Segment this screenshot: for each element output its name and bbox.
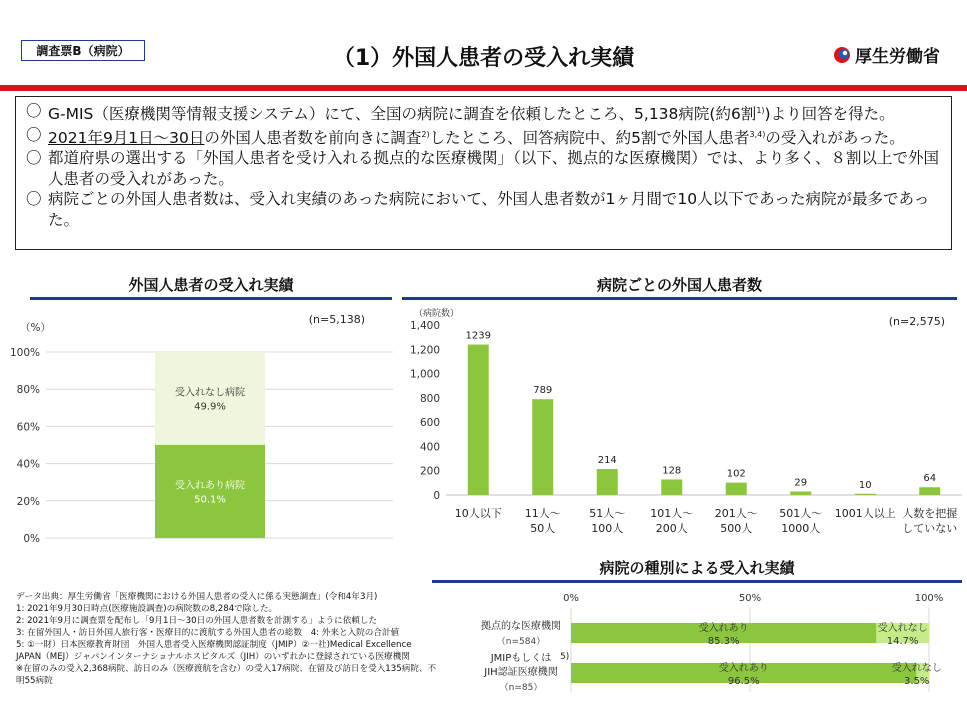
summary-text: 都道府県の選出する「外国人患者を受け入れる拠点的な医療機関」（以下、拠点的な医療機関）では、より多く、８割以上で外国人患者の受入れがあった。 [48,149,939,188]
footnotes [16,591,441,687]
chart2-y-tick: 800 [419,392,440,405]
chart1-y-tick: 40% [16,458,40,471]
chart3-segment-name: 受入れあり [718,663,769,674]
page-title: （1）外国人患者の受入れ実績 [332,46,635,71]
chart3-segment-value: 96.5% [727,676,760,687]
chart2-y-tick: 200 [419,465,440,478]
chart3-segment-value: 3.5% [904,676,930,687]
chart2-bar [597,469,618,495]
chart3-horizontal-stacked-bar [481,593,943,693]
bullet: 〇 [26,102,42,120]
chart2-y-tick: 1,400 [409,320,440,332]
chart3-row-footnote-ref: 5) [560,652,570,662]
chart3-row-label: JIH認証医療機関 [484,667,558,678]
summary-text: 2021年9月1日～30日の外国人患者数を前向きに調査$^{2)}$したところ、回答病院中、約5割で外国人患者$^{3,4)}$の受入れがあった。 [48,128,905,147]
footnote-source: データ出典：厚生労働省「医療機関における外国人患者の受入に係る実態調査」(令和4年3月) [16,592,378,602]
chart2-category-label: 101人～ [650,507,694,520]
chart1-y-tick: 20% [16,495,40,508]
chart2-category-label: 1001人以上 [834,507,896,520]
chart3-segment-name: 受入れなし [877,623,928,634]
footnote-1: 1: 2021年9月30日時点(医療施設調査)の病院数の8,284で除した。 [16,604,278,614]
footnote-5-cont: JAPAN（MEJ）ジャパンインターナショナルホスピタルズ（JIH）のいずれかに登録されている医療機関 [16,652,410,662]
chart2-y-tick: 600 [419,417,440,430]
chart2-category-label: 人数を把握 [902,507,958,520]
chart1-segment-value: 50.1% [194,494,226,506]
chart2-category-label: 100人 [591,522,624,535]
chart3-x-tick: 100% [914,593,944,604]
chart1-stacked-bar [10,313,393,545]
chart1-segment-name: 受入れなし病院 [175,387,245,399]
chart2-title: 病院ごとの外国人患者数 [596,276,762,294]
chart2-category-label: 50人 [530,522,556,535]
chart2-data-label: 214 [597,455,617,467]
chart2-n-note: (n=2,575) [888,315,945,328]
chart2-y-tick: 1,200 [409,344,440,357]
chart2-data-label: 64 [923,473,937,485]
chart2-category-label: 201人～ [714,507,758,520]
chart2-bar [661,479,682,495]
chart2-bar [790,491,811,495]
chart2-data-label: 10 [858,479,872,491]
chart2-bar [855,494,876,495]
chart2-y-tick: 1,000 [409,368,440,381]
chart2-bar [726,483,747,495]
chart3-segment-name: 受入れあり [698,623,749,634]
chart2-y-tick: 400 [419,441,440,454]
chart2-category-label: 11人～ [524,507,561,520]
logo-text: 厚生労働省 [855,47,940,67]
footnote-3-4: 3: 在留外国人・訪日外国人旅行客・医療目的に渡航する外国人患者の総数 4: 外来と入院の合計値 [16,628,400,638]
chart3-x-tick: 50% [738,593,762,604]
bullet: 〇 [26,149,42,168]
chart3-segment-value: 14.7% [886,636,919,647]
chart2-bar-chart [410,307,962,535]
chart2-category-label: していない [902,522,958,535]
chart3-row-n: （n=85） [499,683,543,693]
chart1-y-tick: 100% [9,347,40,359]
chart2-bar [532,399,553,495]
chart3-row-label: JMIPもしくは [490,653,552,664]
chart1-ylabel: （%） [20,322,51,334]
chart3-row-n: （n=584） [496,637,546,647]
chart1-y-tick: 60% [16,421,40,434]
chart2-bar [919,487,940,495]
survey-tag: 調査票B（病院） [21,40,145,61]
chart2-category-label: 51人～ [589,507,626,520]
chart2-category-label: 10人以下 [454,507,502,520]
chart2-category-label: 1000人 [781,522,821,535]
summary-text: 病院ごとの外国人患者数は、受入れ実績のあった病院において、外国人患者数が1ヶ月間で10人以下であった病院が最多であった。 [48,190,930,229]
chart1-segment-name: 受入れあり病院 [175,480,245,492]
chart3-row-label: 拠点的な医療機関 [481,621,561,632]
chart2-data-label: 128 [662,465,682,477]
chart2-category-label: 200人 [655,522,688,535]
chart1-y-tick: 80% [16,384,40,397]
chart2-data-label: 1239 [465,330,491,342]
chart1-title: 外国人患者の受入れ実績 [128,276,294,294]
chart2-ylabel: （病院数） [414,309,460,319]
bullet: 〇 [26,125,42,144]
footnote-5: 5: ①一財）日本医療教育財団 外国人患者受入医療機関認証制度（JMIP）②一社)Medical Excellence [16,640,412,650]
chart3-x-tick: 0% [563,593,579,604]
chart2-data-label: 29 [794,477,808,489]
chart3-segment-name: 受入れなし [891,663,942,674]
footnote-2: 2: 2021年9月に調査票を配布し「9月1日～30日の外国人患者数を計測する」ように依頼した [16,616,378,626]
chart2-category-label: 501人～ [779,507,823,520]
chart3-segment-value: 85.3% [707,636,740,647]
chart1-n-note: (n=5,138) [308,313,365,326]
chart3-title: 病院の種別による受入れ実績 [599,559,795,577]
chart1-y-tick: 0% [23,533,40,545]
chart2-y-tick: 0 [433,490,440,502]
chart2-bar [468,345,489,495]
chart1-segment-value: 49.9% [194,401,226,413]
footnote-note: ※在留のみの受入2,368病院、訪日のみ（医療渡航を含む）の受入17病院、在留及び訪日を受入135病院、不明55病院 [16,664,437,686]
chart2-data-label: 102 [726,468,746,480]
summary-text: G-MIS（医療機関等情報支援システム）にて、全国の病院に調査を依頼したところ、5,138病院(約6割$^{1)}$)より回答を得た。 [48,105,895,124]
bullet: 〇 [26,190,42,209]
chart2-category-label: 500人 [720,522,753,535]
chart2-data-label: 789 [533,385,553,397]
